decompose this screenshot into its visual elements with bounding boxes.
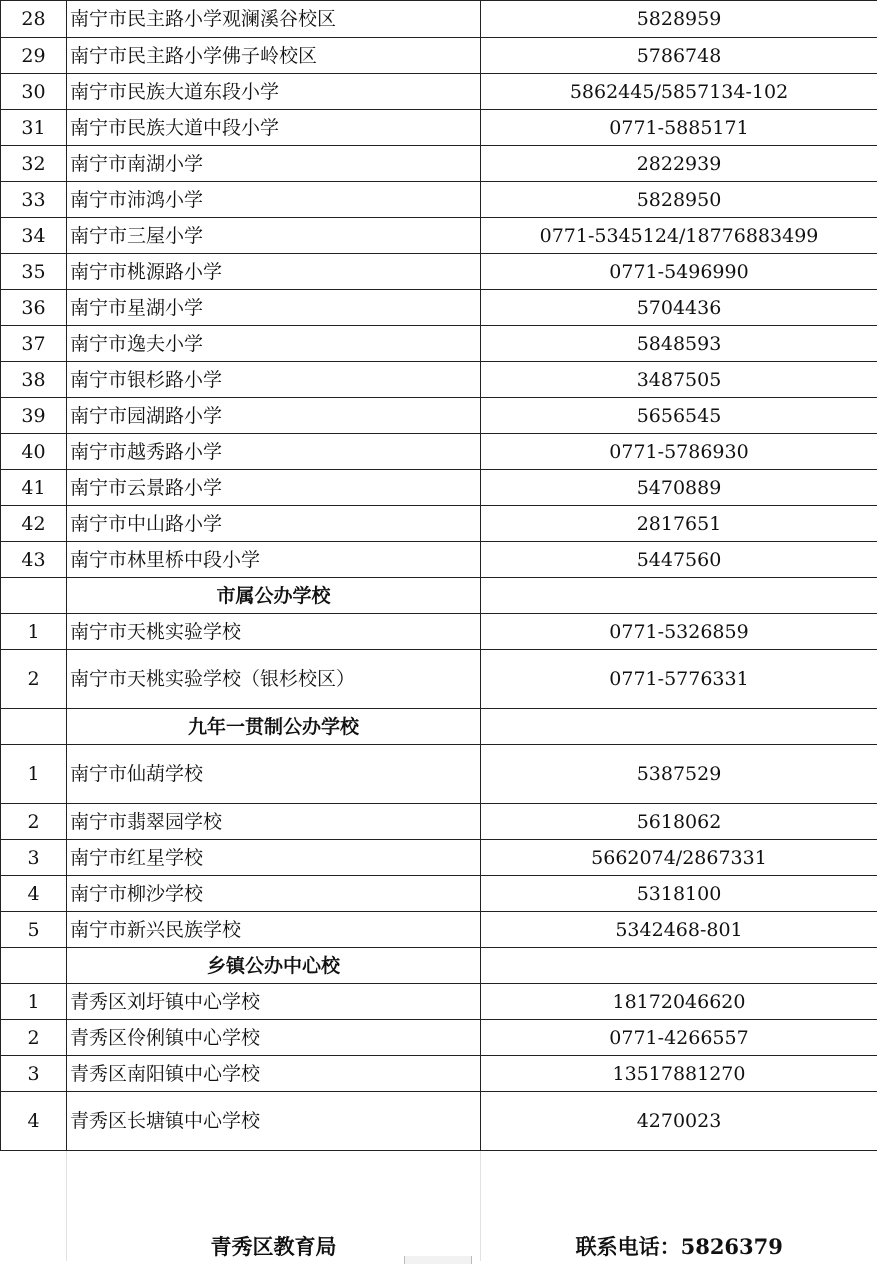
phone-number: 5447560 <box>481 542 877 578</box>
school-name: 南宁市民主路小学佛子岭校区 <box>67 38 481 74</box>
row-number: 35 <box>1 254 67 290</box>
row-number: 41 <box>1 470 67 506</box>
school-name: 南宁市园湖路小学 <box>67 398 481 434</box>
table-row <box>1 146 877 182</box>
row-number: 3 <box>1 840 67 876</box>
school-name: 南宁市三屋小学 <box>67 218 481 254</box>
section-title: 市属公办学校 <box>67 578 481 614</box>
table-row <box>1 1056 877 1092</box>
phone-number: 5662074/2867331 <box>481 840 877 876</box>
row-number: 4 <box>1 1092 67 1151</box>
table-body <box>1 1 877 1151</box>
table-row <box>1 1020 877 1056</box>
row-number: 32 <box>1 146 67 182</box>
phone-number: 5387529 <box>481 745 877 804</box>
school-name: 青秀区长塘镇中心学校 <box>67 1092 481 1151</box>
phone-number: 2822939 <box>481 146 877 182</box>
table-row <box>1 182 877 218</box>
section-header-row <box>1 948 877 984</box>
row-number: 40 <box>1 434 67 470</box>
phone-number: 5786748 <box>481 38 877 74</box>
table-row <box>1 362 877 398</box>
footer-row <box>1 1151 877 1262</box>
row-number: 29 <box>1 38 67 74</box>
school-name: 南宁市桃源路小学 <box>67 254 481 290</box>
row-number: 28 <box>1 1 67 38</box>
row-number: 30 <box>1 74 67 110</box>
row-number: 38 <box>1 362 67 398</box>
table-row <box>1 542 877 578</box>
row-number: 5 <box>1 912 67 948</box>
phone-number: 5828959 <box>481 1 877 38</box>
row-number: 2 <box>1 650 67 709</box>
school-name: 青秀区伶俐镇中心学校 <box>67 1020 481 1056</box>
phone-number: 0771-5776331 <box>481 650 877 709</box>
footer-contact: 联系电话：5826379 <box>575 1234 783 1259</box>
section-tel-cell <box>481 709 877 745</box>
table-row <box>1 1 877 38</box>
school-name: 南宁市南湖小学 <box>67 146 481 182</box>
phone-number: 0771-5345124/18776883499 <box>481 218 877 254</box>
phone-number: 0771-5326859 <box>481 614 877 650</box>
section-tel-cell <box>481 578 877 614</box>
phone-number: 13517881270 <box>481 1056 877 1092</box>
row-number: 33 <box>1 182 67 218</box>
phone-number: 5848593 <box>481 326 877 362</box>
section-title: 九年一贯制公办学校 <box>67 709 481 745</box>
row-number: 36 <box>1 290 67 326</box>
table-row <box>1 840 877 876</box>
table-row <box>1 650 877 709</box>
row-number: 39 <box>1 398 67 434</box>
row-number: 2 <box>1 1020 67 1056</box>
table-row <box>1 218 877 254</box>
row-number: 1 <box>1 614 67 650</box>
school-name: 南宁市越秀路小学 <box>67 434 481 470</box>
school-name: 青秀区刘圩镇中心学校 <box>67 984 481 1020</box>
school-name: 青秀区南阳镇中心学校 <box>67 1056 481 1092</box>
table-row <box>1 74 877 110</box>
school-name: 南宁市银杉路小学 <box>67 362 481 398</box>
school-name: 南宁市仙葫学校 <box>67 745 481 804</box>
phone-number: 5704436 <box>481 290 877 326</box>
phone-number: 3487505 <box>481 362 877 398</box>
table-row <box>1 804 877 840</box>
row-number: 34 <box>1 218 67 254</box>
table-row <box>1 470 877 506</box>
school-name: 南宁市云景路小学 <box>67 470 481 506</box>
table-row <box>1 290 877 326</box>
school-name: 南宁市民族大道东段小学 <box>67 74 481 110</box>
section-number-cell <box>1 709 67 745</box>
section-number-cell <box>1 578 67 614</box>
school-name: 南宁市红星学校 <box>67 840 481 876</box>
table-row <box>1 110 877 146</box>
phone-number: 18172046620 <box>481 984 877 1020</box>
phone-number: 0771-5885171 <box>481 110 877 146</box>
school-name: 南宁市沛鸿小学 <box>67 182 481 218</box>
phone-number: 0771-5496990 <box>481 254 877 290</box>
row-number: 1 <box>1 745 67 804</box>
school-name: 南宁市星湖小学 <box>67 290 481 326</box>
phone-number: 5618062 <box>481 804 877 840</box>
phone-number: 2817651 <box>481 506 877 542</box>
row-number: 2 <box>1 804 67 840</box>
school-name: 南宁市柳沙学校 <box>67 876 481 912</box>
section-title: 乡镇公办中心校 <box>67 948 481 984</box>
school-name: 南宁市民主路小学观澜溪谷校区 <box>67 1 481 38</box>
table-row <box>1 254 877 290</box>
footer-blank-cell <box>1 1151 67 1262</box>
phone-number: 5318100 <box>481 876 877 912</box>
section-header-row <box>1 578 877 614</box>
footer-org: 青秀区教育局 <box>67 1151 481 1262</box>
row-number: 31 <box>1 110 67 146</box>
table-row <box>1 434 877 470</box>
table-row <box>1 614 877 650</box>
table-row <box>1 984 877 1020</box>
school-name: 南宁市新兴民族学校 <box>67 912 481 948</box>
section-tel-cell <box>481 948 877 984</box>
table-row <box>1 398 877 434</box>
school-name: 南宁市中山路小学 <box>67 506 481 542</box>
school-name: 南宁市林里桥中段小学 <box>67 542 481 578</box>
school-name: 南宁市翡翠园学校 <box>67 804 481 840</box>
row-number: 43 <box>1 542 67 578</box>
phone-number: 0771-5786930 <box>481 434 877 470</box>
row-number: 42 <box>1 506 67 542</box>
phone-number: 5470889 <box>481 470 877 506</box>
school-name: 南宁市天桃实验学校 <box>67 614 481 650</box>
school-name: 南宁市逸夫小学 <box>67 326 481 362</box>
table-row <box>1 38 877 74</box>
row-number: 3 <box>1 1056 67 1092</box>
school-name: 南宁市民族大道中段小学 <box>67 110 481 146</box>
row-number: 37 <box>1 326 67 362</box>
table-row <box>1 506 877 542</box>
table-row <box>1 912 877 948</box>
table-row <box>1 745 877 804</box>
phone-number: 0771-4266557 <box>481 1020 877 1056</box>
horizontal-scrollbar-thumb[interactable] <box>404 1256 472 1264</box>
phone-number: 4270023 <box>481 1092 877 1151</box>
row-number: 1 <box>1 984 67 1020</box>
school-name: 南宁市天桃实验学校（银杉校区） <box>67 650 481 709</box>
phone-number: 5342468-801 <box>481 912 877 948</box>
table-row <box>1 326 877 362</box>
phone-number: 5828950 <box>481 182 877 218</box>
section-header-row <box>1 709 877 745</box>
phone-number: 5656545 <box>481 398 877 434</box>
table-row <box>1 1092 877 1151</box>
phone-number: 5862445/5857134-102 <box>481 74 877 110</box>
row-number: 4 <box>1 876 67 912</box>
table-row <box>1 876 877 912</box>
section-number-cell <box>1 948 67 984</box>
